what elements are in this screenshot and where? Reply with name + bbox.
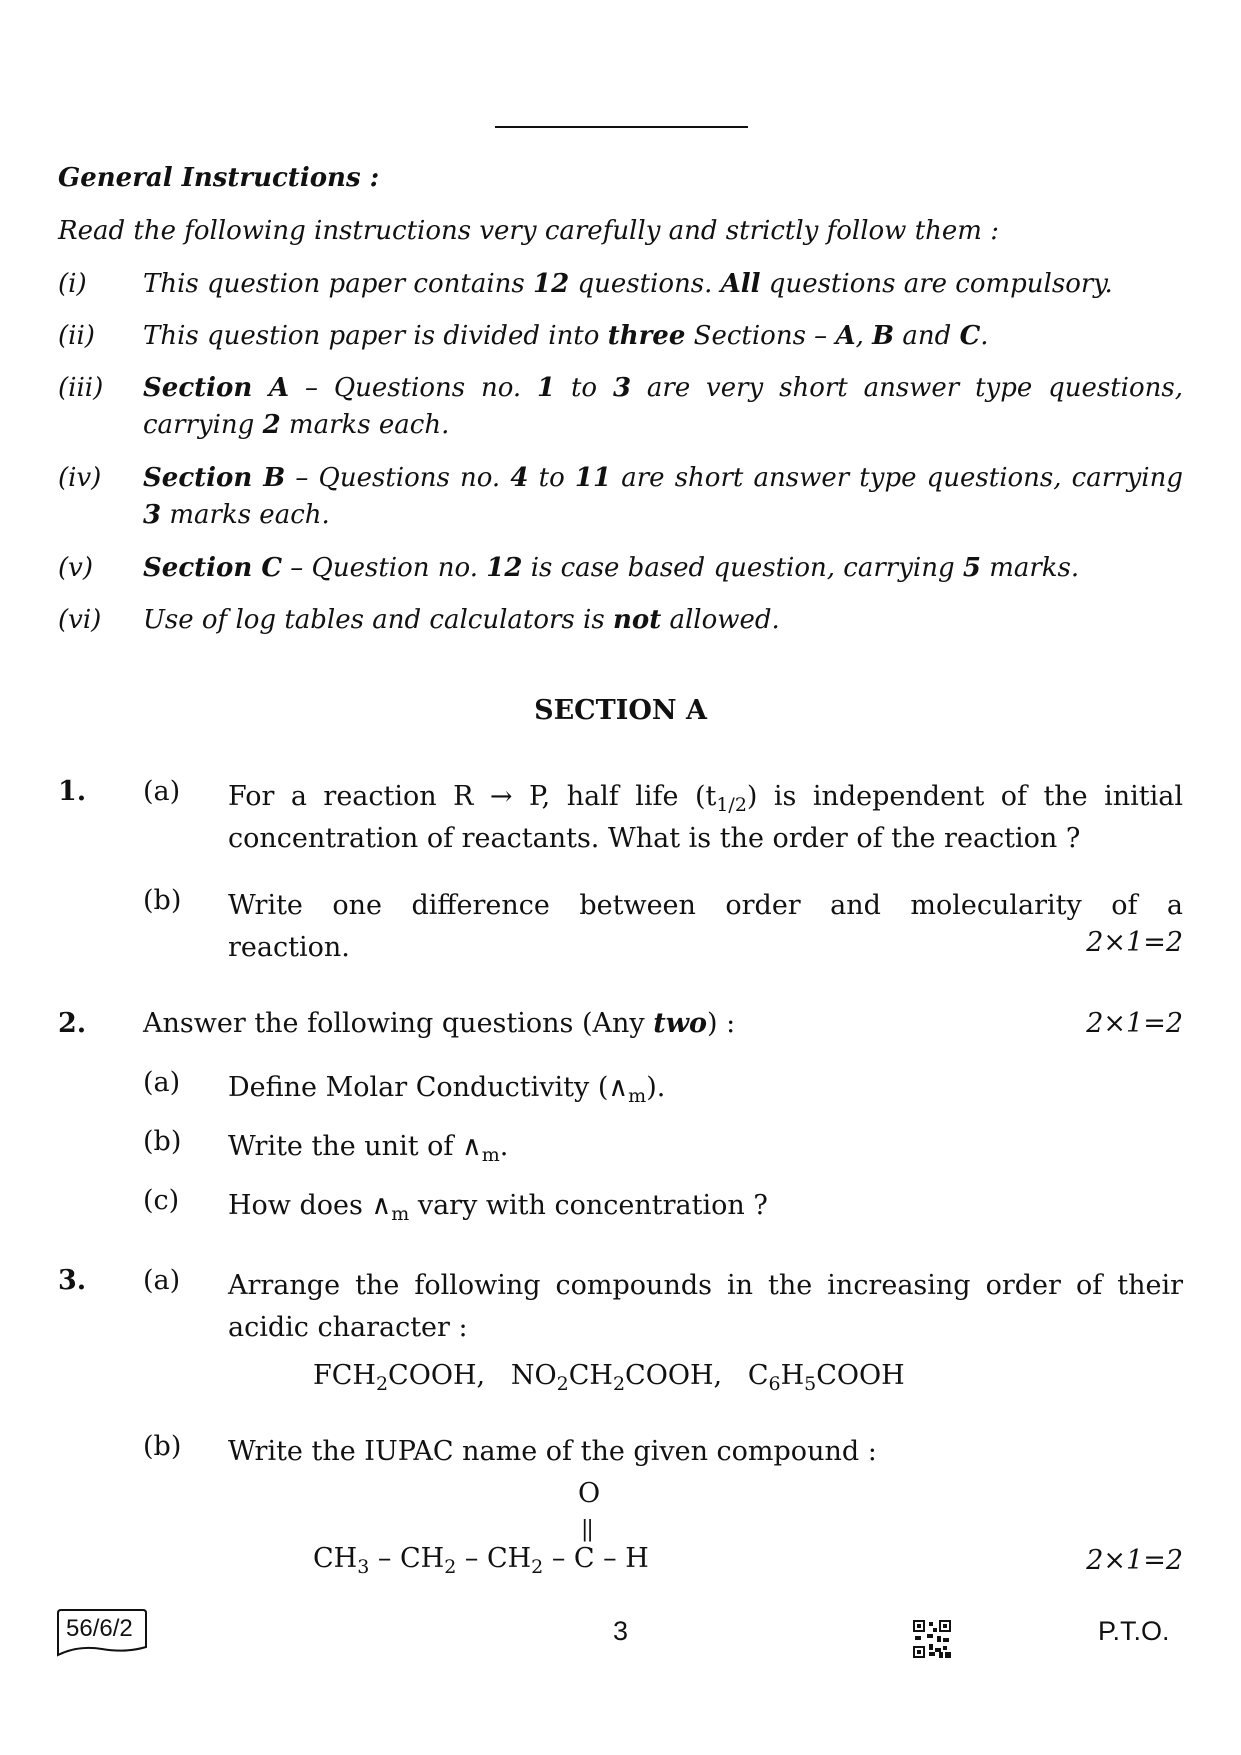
instruction-text: Section A – Questions no. 1 to 3 are very short answer type questions, carrying 2 marks each. (143, 373, 1183, 440)
subpart-label: (c) (143, 1185, 180, 1216)
instruction-text: Section C – Question no. 12 is case based question, carrying 5 marks. (143, 553, 1080, 583)
instruction-number: (iii) (58, 373, 104, 403)
page-number: 3 (612, 1616, 629, 1646)
question-number: 3. (58, 1265, 87, 1296)
instruction-number: (i) (58, 269, 87, 299)
compound-1: $FCH_2COOH$, (313, 1360, 486, 1395)
structure-chain: $CH_3 - CH_2 - CH_2$ – C – H (313, 1543, 649, 1578)
general-instructions-intro: Read the following instructions very carefully and strictly follow them : (58, 216, 999, 246)
structure-oxygen: O (578, 1478, 601, 1509)
question-2c-text: How does $\wedge_m$ vary with concentration ? (228, 1190, 768, 1225)
instruction-number: (vi) (58, 605, 102, 635)
subpart-label: (b) (143, 1126, 182, 1157)
instruction-number: (v) (58, 553, 93, 583)
qr-code-icon (913, 1620, 951, 1658)
question-number: 1. (58, 776, 87, 807)
instruction-text: This question paper is divided into three Sections – A, B and C. (143, 321, 989, 351)
structure-double-bond: || (581, 1517, 592, 1542)
instruction-text: Section B – Questions no. 4 to 11 are short answer type questions, carrying 3 marks each. (143, 463, 1183, 530)
subpart-label: (a) (143, 776, 181, 807)
subpart-label: (a) (143, 1067, 181, 1098)
question-number: 2. (58, 1008, 87, 1039)
instruction-number: (iv) (58, 463, 102, 493)
marks-label: 2×1=2 (1086, 927, 1183, 958)
subpart-label: (a) (143, 1265, 181, 1296)
instruction-text: Use of log tables and calculators is not allowed. (143, 605, 780, 635)
instruction-number: (ii) (58, 321, 95, 351)
question-1a-text: For a reaction R → P, half life $(t_{1/2})$ is independent of the initial concentration of reactants. What is the order of the reaction ? (228, 781, 1183, 854)
compound-2: $NO_2CH_2COOH$, (510, 1360, 723, 1395)
subpart-label: (b) (143, 1431, 182, 1462)
marks-label: 2×1=2 (1086, 1008, 1183, 1039)
section-title: SECTION A (534, 695, 707, 726)
marks-label: 2×1=2 (1086, 1545, 1183, 1576)
compounds-list (313, 1360, 905, 1395)
question-2-stem: Answer the following questions (Any two) : (143, 1008, 736, 1039)
pto-label: P.T.O. (1098, 1616, 1170, 1646)
general-instructions-title: General Instructions : (58, 163, 380, 193)
question-2a-text: Define Molar Conductivity $(\wedge_m)$. (228, 1072, 666, 1107)
question-3a-text: Arrange the following compounds in the increasing order of their acidic character : (228, 1270, 1183, 1343)
question-3b-text: Write the IUPAC name of the given compound : (228, 1436, 877, 1467)
compound-3: $C_6H_5COOH$ (747, 1360, 905, 1395)
paper-code: 56/6/2 (66, 1615, 133, 1642)
subpart-label: (b) (143, 885, 182, 916)
question-1b-text: Write one difference between order and molecularity of a reaction. (228, 890, 1183, 963)
instruction-text: This question paper contains 12 questions. All questions are compulsory. (143, 269, 1113, 299)
question-2b-text: Write the unit of $\wedge_m$. (228, 1131, 509, 1166)
top-rule (495, 126, 748, 128)
